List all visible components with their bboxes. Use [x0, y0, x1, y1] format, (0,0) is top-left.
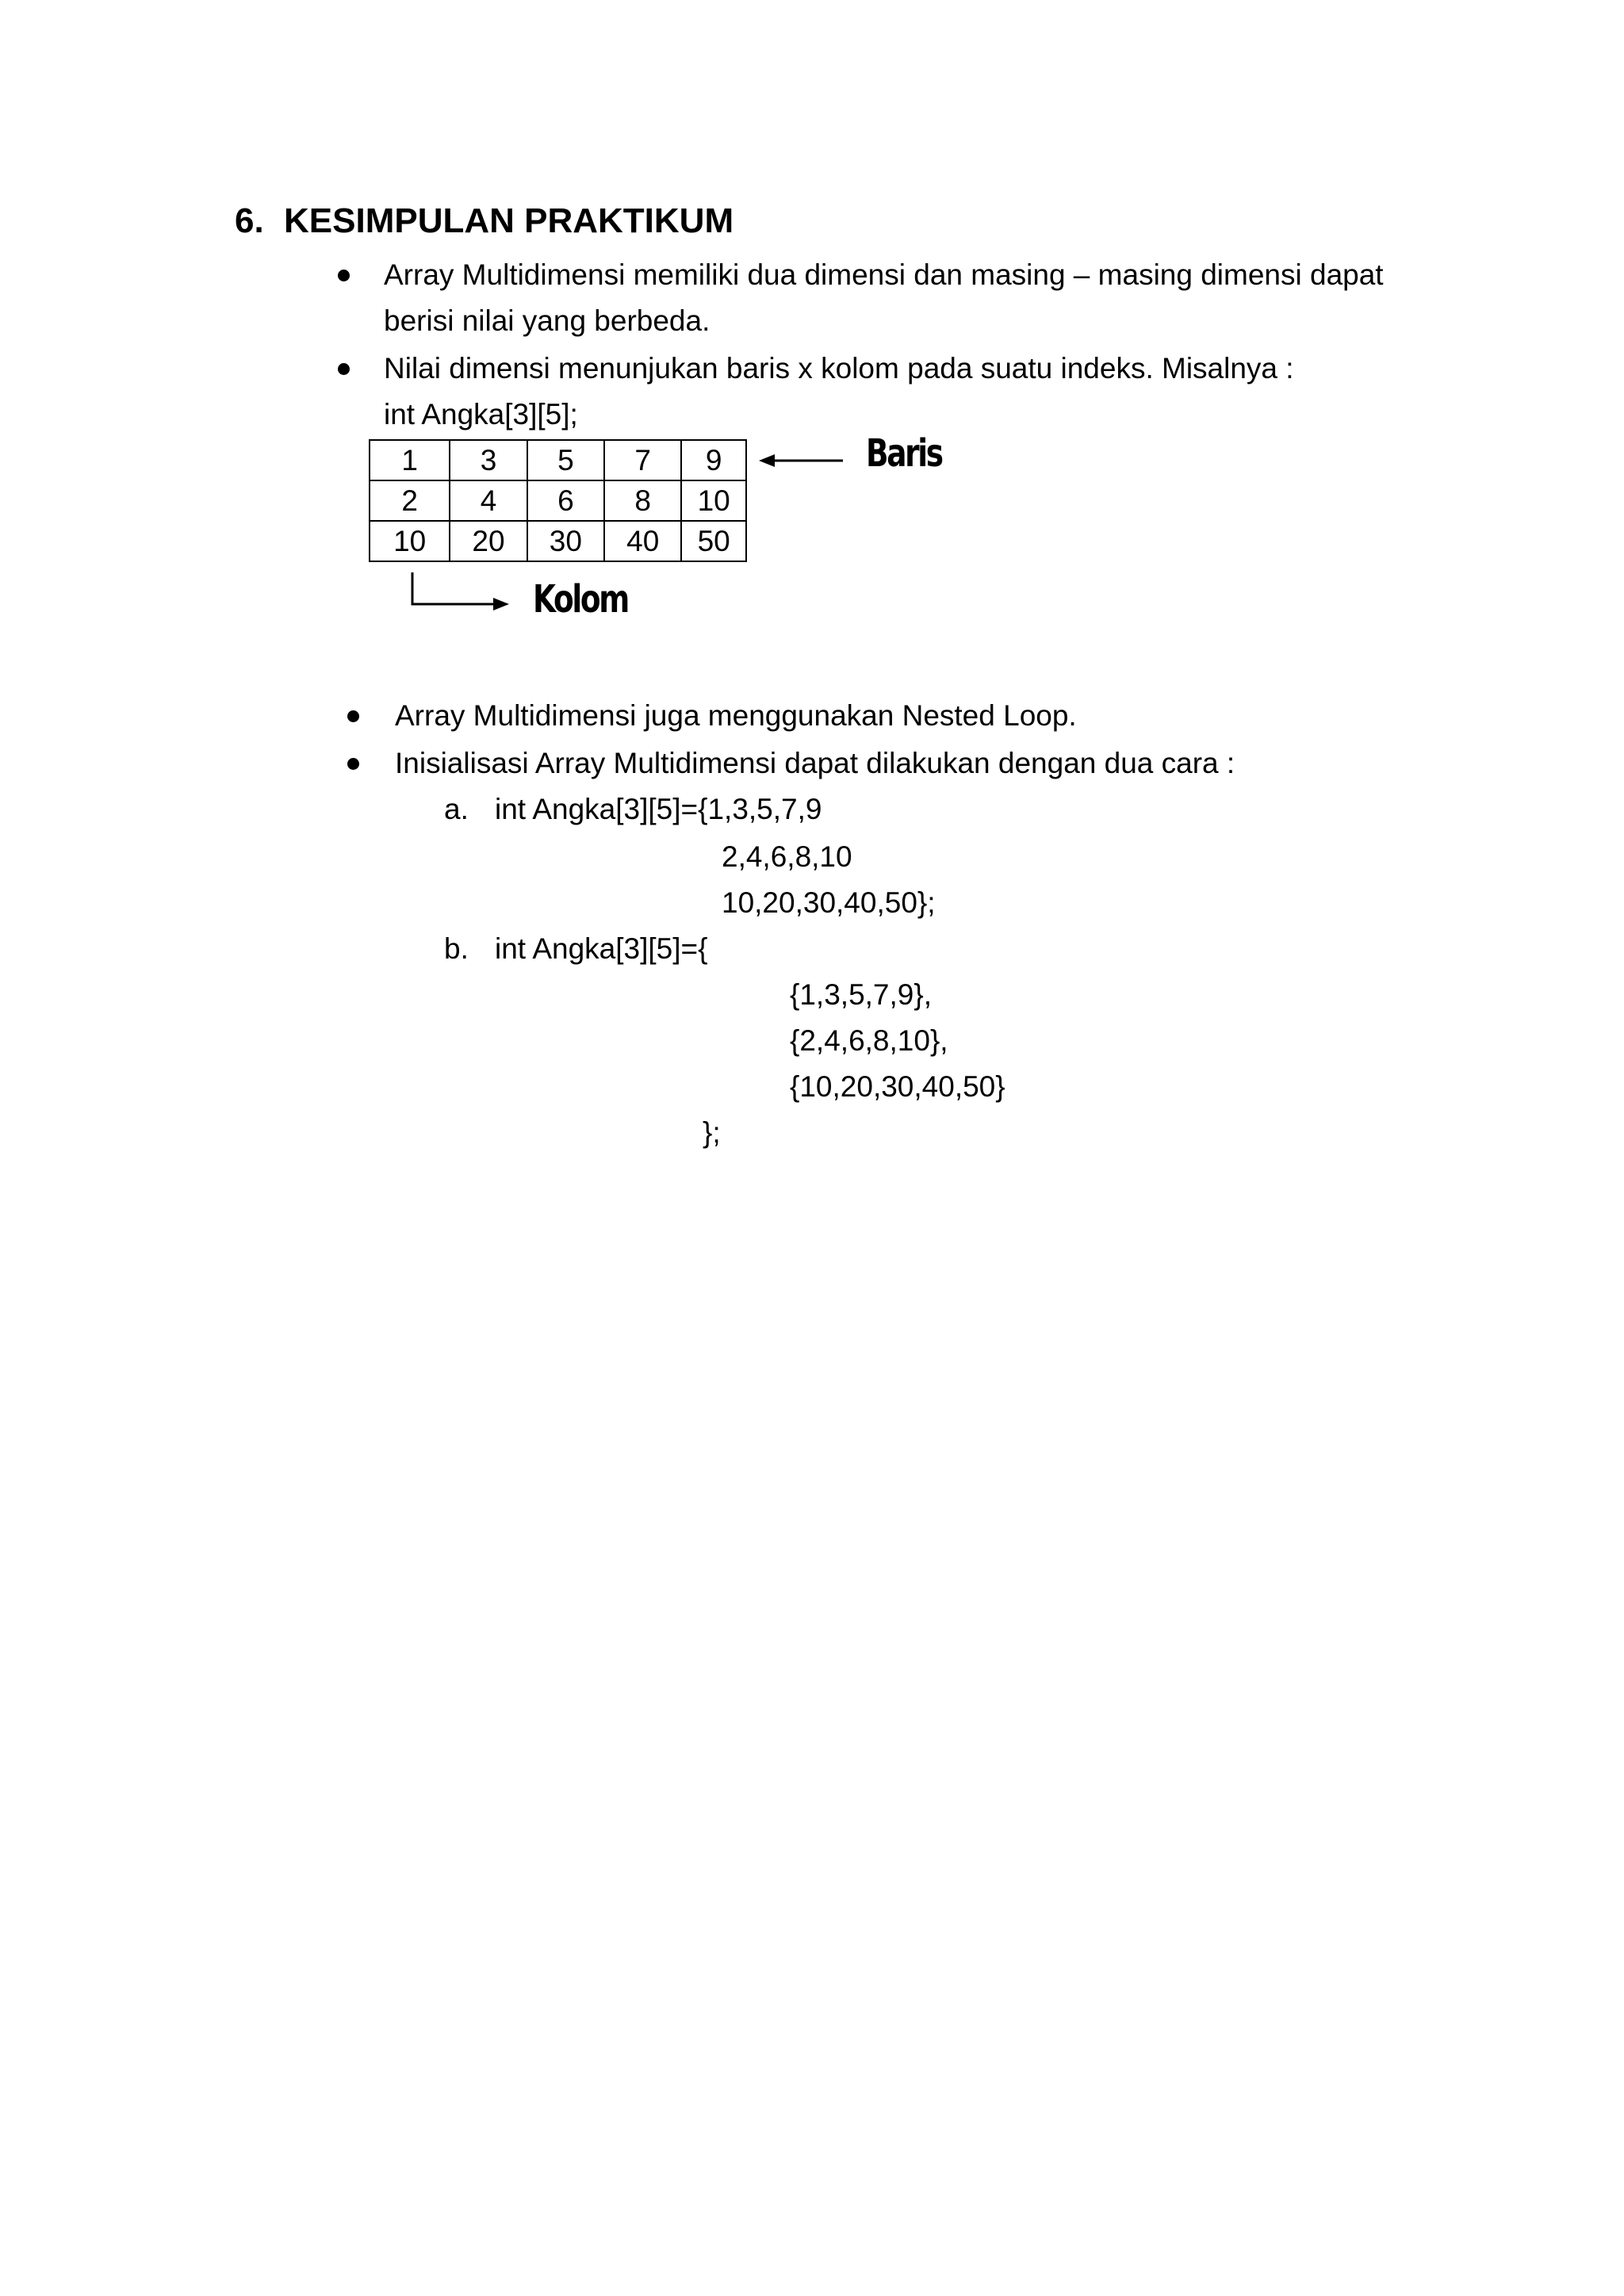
- bullet-icon: [347, 758, 359, 770]
- table-cell: 1: [370, 440, 450, 480]
- table-cell: 5: [527, 440, 604, 480]
- table-row: [370, 440, 746, 480]
- table-cell: 7: [604, 440, 681, 480]
- bullet-icon: [347, 710, 359, 722]
- row-arrow-icon: [757, 449, 845, 473]
- bullet-icon: [338, 270, 350, 281]
- column-label: Kolom: [533, 577, 628, 622]
- option-b-line-5: };: [703, 1116, 721, 1149]
- table-cell: 6: [527, 480, 604, 521]
- option-b-line-2: {1,3,5,7,9},: [790, 978, 933, 1011]
- bullet-1-line-2: berisi nilai yang berbeda.: [384, 304, 710, 337]
- table-cell: 20: [450, 521, 527, 561]
- section-number: 6.: [235, 201, 264, 240]
- table-cell: 40: [604, 521, 681, 561]
- bullet-3-text: Array Multidimensi juga menggunakan Nested Loop.: [395, 699, 1077, 732]
- option-b-line-1: int Angka[3][5]={: [495, 932, 708, 965]
- table-cell: 10: [370, 521, 450, 561]
- table-row: [370, 480, 746, 521]
- option-b-line-4: {10,20,30,40,50}: [790, 1070, 1005, 1103]
- bullet-4-text: Inisialisasi Array Multidimensi dapat dilakukan dengan dua cara :: [395, 747, 1235, 779]
- option-a-line-2: 2,4,6,8,10: [722, 840, 852, 873]
- column-arrow-icon: [404, 571, 511, 610]
- bullet-2-line-2: int Angka[3][5];: [384, 398, 578, 430]
- bullet-1-line-1: Array Multidimensi memiliki dua dimensi dan masing – masing dimensi dapat: [384, 258, 1384, 291]
- table-cell: 50: [681, 521, 746, 561]
- table-row: [370, 521, 746, 561]
- option-a-line-3: 10,20,30,40,50};: [722, 886, 936, 919]
- table-cell: 8: [604, 480, 681, 521]
- array-table: [369, 439, 747, 562]
- table-cell: 9: [681, 440, 746, 480]
- table-cell: 10: [681, 480, 746, 521]
- option-b-marker: b.: [444, 932, 469, 965]
- option-b-line-3: {2,4,6,8,10},: [790, 1024, 948, 1057]
- row-label: Baris: [866, 431, 942, 476]
- option-a-marker: a.: [444, 793, 469, 825]
- bullet-2-line-1: Nilai dimensi menunjukan baris x kolom pada suatu indeks. Misalnya :: [384, 352, 1294, 385]
- table-cell: 3: [450, 440, 527, 480]
- table-cell: 2: [370, 480, 450, 521]
- section-title: KESIMPULAN PRAKTIKUM: [284, 201, 734, 240]
- option-a-line-1: int Angka[3][5]={1,3,5,7,9: [495, 793, 822, 825]
- table-cell: 30: [527, 521, 604, 561]
- table-cell: 4: [450, 480, 527, 521]
- bullet-icon: [338, 363, 350, 375]
